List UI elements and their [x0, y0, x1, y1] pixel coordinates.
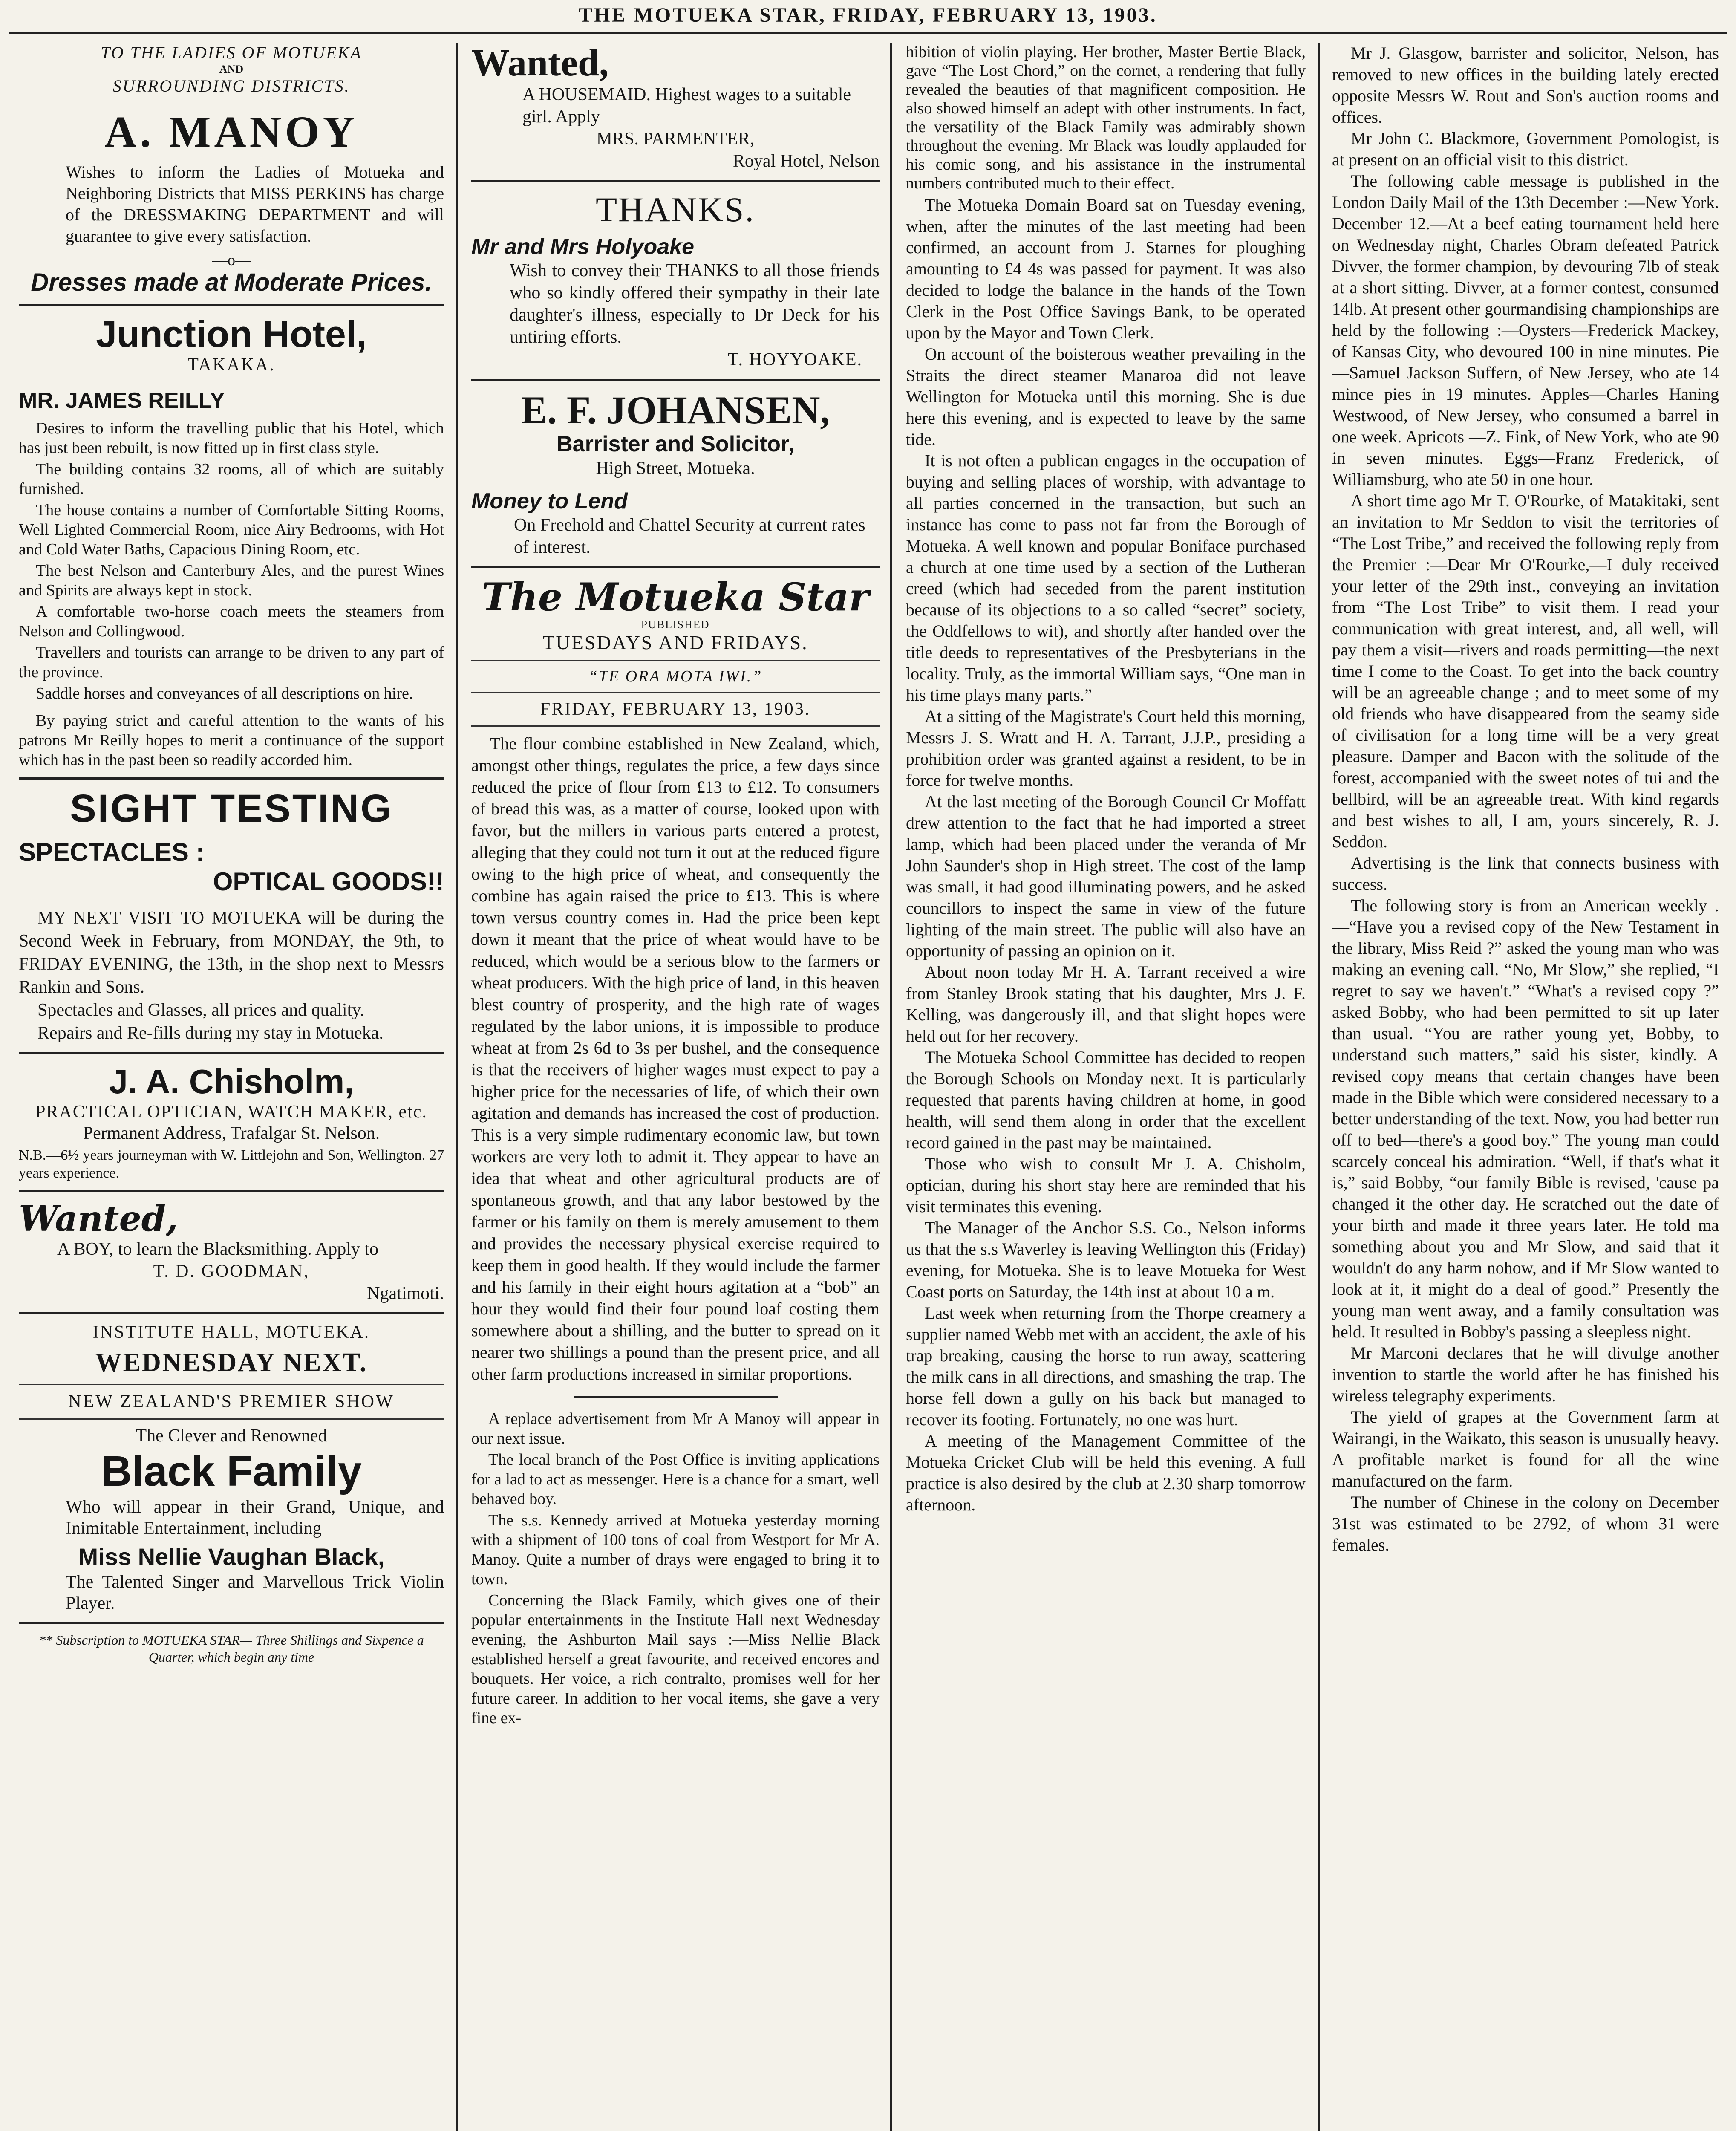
institute-nellie: Miss Nellie Vaughan Black, — [78, 1543, 385, 1570]
institute-when: WEDNESDAY NEXT. — [95, 1348, 368, 1377]
news-18: The following story is from an American weekly .—“Have you a revised copy of the New Testament in the library, Miss Reid ?” asked the young man who was making an evening call. “No, Mr Slow,” she replied, “I regret to say we haven't.” “What's a revised copy ?” asked Bobby, who had been permitted to sit up later than usual. “You are rather young yet, Bobby, to understand such matters,” said his sister, kindly. A revised copy means that certain changes have been made in the Bible which were considered necessary to a better understanding of the text. Now, you had better run off to bed—there's a good boy.” The young man could scarcely conceal his admiration. “Well, if that's what it is,” said Bobby, “our family Bible is revised, 'cause pa changed it the other day. He scratched out the date of your birth and made it three years later. He told ma something about you and Mr Slow, and said that it wouldn't do any harm nohow, and if Mr Slow wanted to look at it, it might do a deal of good.” Presently the young man went away, and a family consultation was held. It resulted in Bobby's passing a sleepless night. — [1332, 896, 1719, 1341]
chisholm-line2: Permanent Address, Trafalgar St. Nelson. — [83, 1123, 380, 1143]
sight-title: SIGHT TESTING — [70, 787, 393, 830]
institute-premier: NEW ZEALAND'S PREMIER SHOW — [68, 1392, 395, 1412]
institute-appear: Who will appear in their Grand, Unique, and Inimitable Entertainment, including — [66, 1497, 444, 1538]
junction-proprietor: MR. JAMES REILLY — [19, 388, 225, 413]
junction-hotel-advert — [19, 314, 444, 770]
wanted-boy-body: A BOY, to learn the Blacksmithing. Apply to — [57, 1239, 379, 1259]
note-1: A replace advertisement from Mr A Manoy will appear in our next issue. — [471, 1410, 880, 1447]
news-3: On account of the boisterous weather prevailing in the Straits the direct steamer Manaroa did not leave Wellington for Motueka until this morning. She is due here this evening, and is expected to leave by the same tide. — [906, 344, 1306, 449]
news-16: A short time ago Mr T. O'Rourke, of Matakitaki, sent an invitation to Mr Seddon to visit the territories of “The Lost Tribe,” and received the following reply from the Premier :—Dear Mr O'Rourke,—I duly received your letter of the 29th inst., conveying an invitation from “The Lost Tribe” to visit them. I read your communication with great interest, and, all well, will pay them a visit—rivers and roads permitting—the next time I come to the Coast. To get into the back country will be an agreeable change ; and to meet some of my old friends who have disappeared from the seamy side of civilisation for a long time will be a very great pleasure. Damper and Bacon with the solitude of the forest, accompanied with the sweet notes of tui and the bellbird, will be an agreeable treat. With kind regards and best wishes to all, I am, yours sincerely, R. J. Seddon. — [1332, 491, 1719, 851]
news-10: The Manager of the Anchor S.S. Co., Nelson informs us that the s.s Waverley is leaving Wellington this (Friday) evening, for Motueka. She is to leave Motueka for West Coast ports on Saturday, the 14th inst at about 10 a m. — [906, 1218, 1306, 1301]
wanted-boy-place: Ngatimoti. — [367, 1284, 444, 1303]
news-4: It is not often a publican engages in the occupation of buying and selling places of worship, with advantage to all parties concerned in the transaction, but such an instance has come to pass not far from the Borough of Motueka. A well known and popular Boniface purchased a church at one time used by a section of the Lutheran creed (which had seceded from the parent institution because of its objections to a so called “secret” society, the Oddfellows to wit), and shortly after handed over the title deeds to representatives of the Presbyterians in the locality. Truly, as the immortal William says, “One man in his time plays many parts.” — [906, 451, 1306, 705]
rule — [19, 1190, 444, 1192]
wanted-housemaid-advert — [471, 43, 880, 172]
news-12: A meeting of the Management Committee of the Motueka Cricket Club will be held this evening. A full practice is also desired by the club at 2.30 sharp tomorrow afternoon. — [906, 1431, 1306, 1514]
column-2 — [460, 43, 891, 2131]
news-column-4 — [1332, 43, 1719, 1556]
column-divider-1 — [456, 43, 458, 2131]
note-2: The local branch of the Post Office is inviting applications for a lad to act as messenger. Here is a chance for a smart, well behaved boy. — [471, 1451, 880, 1508]
junction-p6: Travellers and tourists can arrange to be driven to any part of the province. — [19, 644, 444, 681]
news-14: Mr John C. Blackmore, Government Pomologist, is at present on an official visit to this district. — [1332, 129, 1719, 169]
rule — [19, 1622, 444, 1624]
thanks-body: Wish to convey their THANKS to all those friends who so kindly offered their sympathy in their late daughter's illness, especially to Dr Deck for his untiring efforts. — [510, 261, 880, 347]
rule — [471, 566, 880, 568]
sight-optical: OPTICAL GOODS!! — [213, 867, 444, 896]
subscription-note: ** Subscription to MOTUEKA STAR— Three Shillings and Sixpence a Quarter, which begin any time — [39, 1632, 424, 1665]
manoy-advert — [19, 43, 444, 296]
manoy-dresses: Dresses made at Moderate Prices. — [31, 269, 432, 296]
chisholm-nb: N.B.—6½ years journeyman with W. Littlejohn and Son, Wellington. 27 years experience. — [19, 1147, 444, 1181]
sight-spectacles: SPECTACLES : — [19, 838, 205, 866]
rule — [471, 379, 880, 381]
sight-testing-advert — [19, 787, 444, 1045]
note-3: The s.s. Kennedy arrived at Motueka yesterday morning with a shipment of 100 tons of coal from Westport for Mr A. Manoy. Quite a number of drays were engaged to bring it to town. — [471, 1511, 880, 1588]
column-4 — [1321, 43, 1730, 2131]
editorial — [471, 733, 880, 1385]
johansen-role: Barrister and Solicitor, — [557, 432, 794, 456]
institute-family: Black Family — [101, 1447, 362, 1495]
masthead: THE MOTUEKA STAR, FRIDAY, FEBRUARY 13, 1903. — [579, 4, 1157, 26]
chisholm-line1: PRACTICAL OPTICIAN, WATCH MAKER, etc. — [35, 1102, 427, 1122]
chisholm-advert — [19, 1062, 444, 1182]
manoy-body: Wishes to inform the Ladies of Motueka and Neighboring Districts that MISS PERKINS has charge of the DRESSMAKING DEPARTMENT and will guarantee to give every satisfaction. — [66, 162, 444, 245]
wanted-house-name: MRS. PARMENTER, — [596, 129, 755, 149]
news-21: The number of Chinese in the colony on December 31st was estimated to be 2792, of whom 31 were females. — [1332, 1493, 1719, 1554]
short-rule — [574, 1396, 778, 1398]
chisholm-name: J. A. Chisholm, — [109, 1063, 354, 1100]
news-17: Advertising is the link that connects business with success. — [1332, 853, 1719, 894]
news-9: Those who wish to consult Mr J. A. Chisholm, optician, during his short stay here are reminded that his visit terminates this evening. — [906, 1154, 1306, 1216]
news-7: About noon today Mr H. A. Tarrant received a wire from Stanley Brook stating that his daughter, Mrs J. F. Kelling, was dangerously ill, and that slight hopes were held out for her recovery. — [906, 962, 1306, 1045]
wanted-house-title: Wanted, — [471, 43, 609, 84]
wanted-boy-title: Wanted, — [19, 1198, 178, 1239]
sight-p1: MY NEXT VISIT TO MOTUEKA will be during the Second Week in February, from MONDAY, the 9th, to FRIDAY EVENING, the 13th, in the shop next to Messrs Rankin and Sons. — [19, 908, 444, 997]
sight-body — [19, 907, 444, 1045]
wanted-house-body: A HOUSEMAID. Highest wages to a suitable girl. Apply — [522, 85, 851, 127]
paper-title: The Motueka Star — [482, 575, 869, 620]
news-6: At the last meeting of the Borough Council Cr Moffatt drew attention to the fact that he had imported a street lamp, which had been placed under the veranda of Mr John Saunder's shop in High street. The cost of the lamp was small, it had good illuminating powers, and he asked councillors to inspect the same in view of the future lighting of the main street. The public will also have an opportunity of passing an opinion on it. — [906, 792, 1306, 960]
paper-days: TUESDAYS AND FRIDAYS. — [542, 632, 808, 653]
local-notes — [471, 1409, 880, 1728]
rule — [471, 180, 880, 182]
junction-p1: Desires to inform the travelling public that his Hotel, which has just been rebuilt, is now fitted up in first class style. — [19, 419, 444, 457]
junction-p2: The building contains 32 rooms, all of which are suitably furnished. — [19, 460, 444, 498]
rule — [19, 777, 444, 780]
junction-name: Junction Hotel, — [96, 313, 367, 355]
news-8: The Motueka School Committee has decided to reopen the Borough Schools on Monday next. It is particularly requested that parents having children at home, in good health, will send them along in order that the excellent record gained in the past may be maintained. — [906, 1048, 1306, 1152]
rule — [19, 1418, 444, 1420]
paper-published: PUBLISHED — [641, 618, 710, 631]
institute-clever: The Clever and Renowned — [136, 1426, 327, 1446]
editorial-paragraph: The flour combine established in New Zealand, which, amongst other things, regulates the price, a few days since reduced the price of flour from £13 to £12. To consumers of bread this was, as a matter of course, looked upon with favor, but the millers in various parts entered a protest, alleging that they could not turn it out at the reduced figure owing to the high price of wheat, and consequently the combine has again raised the price to £13. This is where town versus country comes in. Had the price been kept down it meant that the price of wheat would have to be reduced, which would be a serious blow to the farmers or wheat producers. With the high price of land, in this heaven blest country of prosperity, and the high rate of wages regulated by the labor unions, it is impossible to produce wheat at from 2s 6d to 3s per bushel, and the consequence is that the receivers of higher wages must expect to pay a higher price for the necessaries of life, of which their own agitation and demands has increased the cost of production. This is a very simple rudimentary economic law, but town workers are very loth to admit it. They appear to have an idea that wheat and other agricultural products are of spontaneous growth, and that any labor bestowed by the farmer or his family on them is merely amusement to them and provides the necessary physical exercise required to keep them in good health. If they would include the farmer and his family in their eight hours agitation at a “bob” an hour they would find their four pound loaf costing them somewhere about a shilling, and the butter to spread on it nearer two shillings a pound than the present price, and all other farm productions increased in similar proportions. — [471, 734, 880, 1383]
wanted-boy-advert — [19, 1200, 444, 1305]
wanted-boy-name: T. D. GOODMAN, — [153, 1262, 310, 1281]
wanted-house-place: Royal Hotel, Nelson — [732, 151, 880, 171]
johansen-addr: High Street, Motueka. — [596, 459, 755, 478]
news-top — [906, 43, 1306, 193]
news-20: The yield of grapes at the Government farm at Wairangi, in the Waikato, this season is unusually heavy. A profitable market is found for all the wine manufactured on the farm. — [1332, 1407, 1719, 1490]
top-rule — [9, 32, 1727, 34]
johansen-money: Money to Lend — [471, 489, 628, 514]
rule — [19, 1384, 444, 1385]
junction-p8: By paying strict and careful attention to the wants of his patrons Mr Reilly hopes to merit a continuance of the support which has in the past been so readily accorded him. — [19, 712, 444, 769]
news-19: Mr Marconi declares that he will divulge another invention to startle the world after he has finished his wireless telegraphy experiments. — [1332, 1343, 1719, 1405]
news-5: At a sitting of the Magistrate's Court held this morning, Messrs J. S. Wratt and H. A. Tarrant, J.J.P., presiding a prohibition order was granted against a resident, to be in force for twelve months. — [906, 707, 1306, 790]
johansen-terms: On Freehold and Chattel Security at current rates of interest. — [514, 515, 865, 557]
rule — [471, 660, 880, 661]
rule — [471, 692, 880, 693]
thanks-title: THANKS. — [595, 190, 756, 229]
johansen-name: E. F. JOHANSEN, — [521, 388, 830, 432]
rule — [19, 304, 444, 306]
manoy-and: AND — [219, 63, 244, 75]
news-column-3 — [906, 194, 1306, 1516]
sight-p2: Spectacles and Glasses, all prices and quality. — [37, 1000, 365, 1020]
manoy-name: A. MANOY — [104, 107, 358, 156]
sight-p3: Repairs and Re-fills during my stay in Motueka. — [37, 1023, 384, 1043]
news-15: The following cable message is published in the London Daily Mail of the 13th December :—New York. December 12.—At a beef eating tournament held here on Wednesday night, Charles Obram defeated Patrick Divver, the former champion, by devouring 7lb of steak at a short sitting. Divver, at a former contest, consumed 14lb. At present other gourmandising championships are held by the following :—Oysters—Frederick Mackey, of Kansas City, who devoured 100 in nine minutes. Pie—Samuel Jackson Suffern, of New Jersey, who ate 14 mince pies in 19 minutes. Apples—Charles Haning Westwood, of New Jersey, who consumed a barrel in one week. Apricots —Z. Fink, of New York, who ate 90 in seven minutes. Eggs—Franz Frederick, of Williamsburg, who ate 50 in one hour. — [1332, 171, 1719, 489]
paper-nameplate — [471, 576, 880, 727]
rule — [471, 725, 880, 727]
news-13: Mr J. Glasgow, barrister and solicitor, Nelson, has removed to new offices in the building lately erected opposite Messrs W. Rout and Son's auction rooms and offices. — [1332, 43, 1719, 127]
column-1 — [8, 43, 455, 2131]
rule — [19, 1312, 444, 1314]
column-divider-3 — [1318, 43, 1320, 2131]
junction-p3: The house contains a number of Comfortable Sitting Rooms, Well Lighted Commercial Room, nice Airy Bedrooms, with Hot and Cold Water Baths, Capacious Dining Room, etc. — [19, 501, 444, 558]
thanks-who: Mr and Mrs Holyoake — [471, 234, 695, 259]
note-4: Concerning the Black Family, which gives one of their popular entertainments in the Institute Hall next Wednesday evening, the Ashburton Mail says :—Miss Nellie Black established herself a great favourite, and received encores and bouquets. Her voice, a rich contralto, promises well for her future career. In addition to her vocal items, she gave a very fine ex- — [471, 1591, 880, 1727]
manoy-separator: —o— — [212, 251, 251, 269]
rule — [19, 1052, 444, 1054]
junction-p5: A comfortable two-horse coach meets the steamers from Nelson and Collingwood. — [19, 603, 444, 640]
news-1: hibition of violin playing. Her brother, Master Bertie Black, gave “The Lost Chord,” on the cornet, a rendering that fully revealed the beauties of that magnificent composition. He also showed himself an adept with other instruments. In fact, the versatility of the Black Family was admirably shown throughout the evening. Mr Black was loudly applauded for his comic song, and his assistance in the instrumental numbers contributed much to their effect. — [906, 43, 1306, 192]
manoy-surrounding: SURROUNDING DISTRICTS. — [112, 76, 350, 95]
thanks-sign: T. HOYYOAKE. — [727, 350, 862, 370]
junction-p7: Saddle horses and conveyances of all descriptions on hire. — [36, 684, 413, 702]
paper-motto: “TE ORA MOTA IWI.” — [588, 667, 763, 685]
paper-date: FRIDAY, FEBRUARY 13, 1903. — [540, 699, 811, 719]
johansen-advert — [471, 389, 880, 558]
news-11: Last week when returning from the Thorpe creamery a supplier named Webb met with an accident, the axle of his trap breaking, causing the horse to run away, scattering the milk cans in all directions, and smashing the trap. The horse fell down a gully on his back but managed to recover its footing. Fortunately, no one was hurt. — [906, 1303, 1306, 1429]
institute-hall: INSTITUTE HALL, MOTUEKA. — [92, 1322, 370, 1342]
thanks-advert — [471, 190, 880, 371]
junction-p4: The best Nelson and Canterbury Ales, and the purest Wines and Spirits are always kept in stock. — [19, 562, 444, 599]
institute-hall-advert — [19, 1322, 444, 1614]
junction-place: TAKAKA. — [187, 355, 275, 375]
junction-details — [19, 419, 444, 770]
news-2: The Motueka Domain Board sat on Tuesday evening, when, after the minutes of the last meeting had been confirmed, an account from J. Starnes for ploughing amounting to £4 4s was passed for payment. It was also decided to lodge the balance in the hands of the Town Clerk in the Post Office Savings Bank, to be operated upon by the Mayor and Town Clerk. — [906, 195, 1306, 342]
column-3 — [895, 43, 1317, 2131]
manoy-to-ladies: TO THE LADIES OF MOTUEKA — [101, 43, 362, 62]
institute-talented: The Talented Singer and Marvellous Trick Violin Player. — [66, 1572, 444, 1613]
